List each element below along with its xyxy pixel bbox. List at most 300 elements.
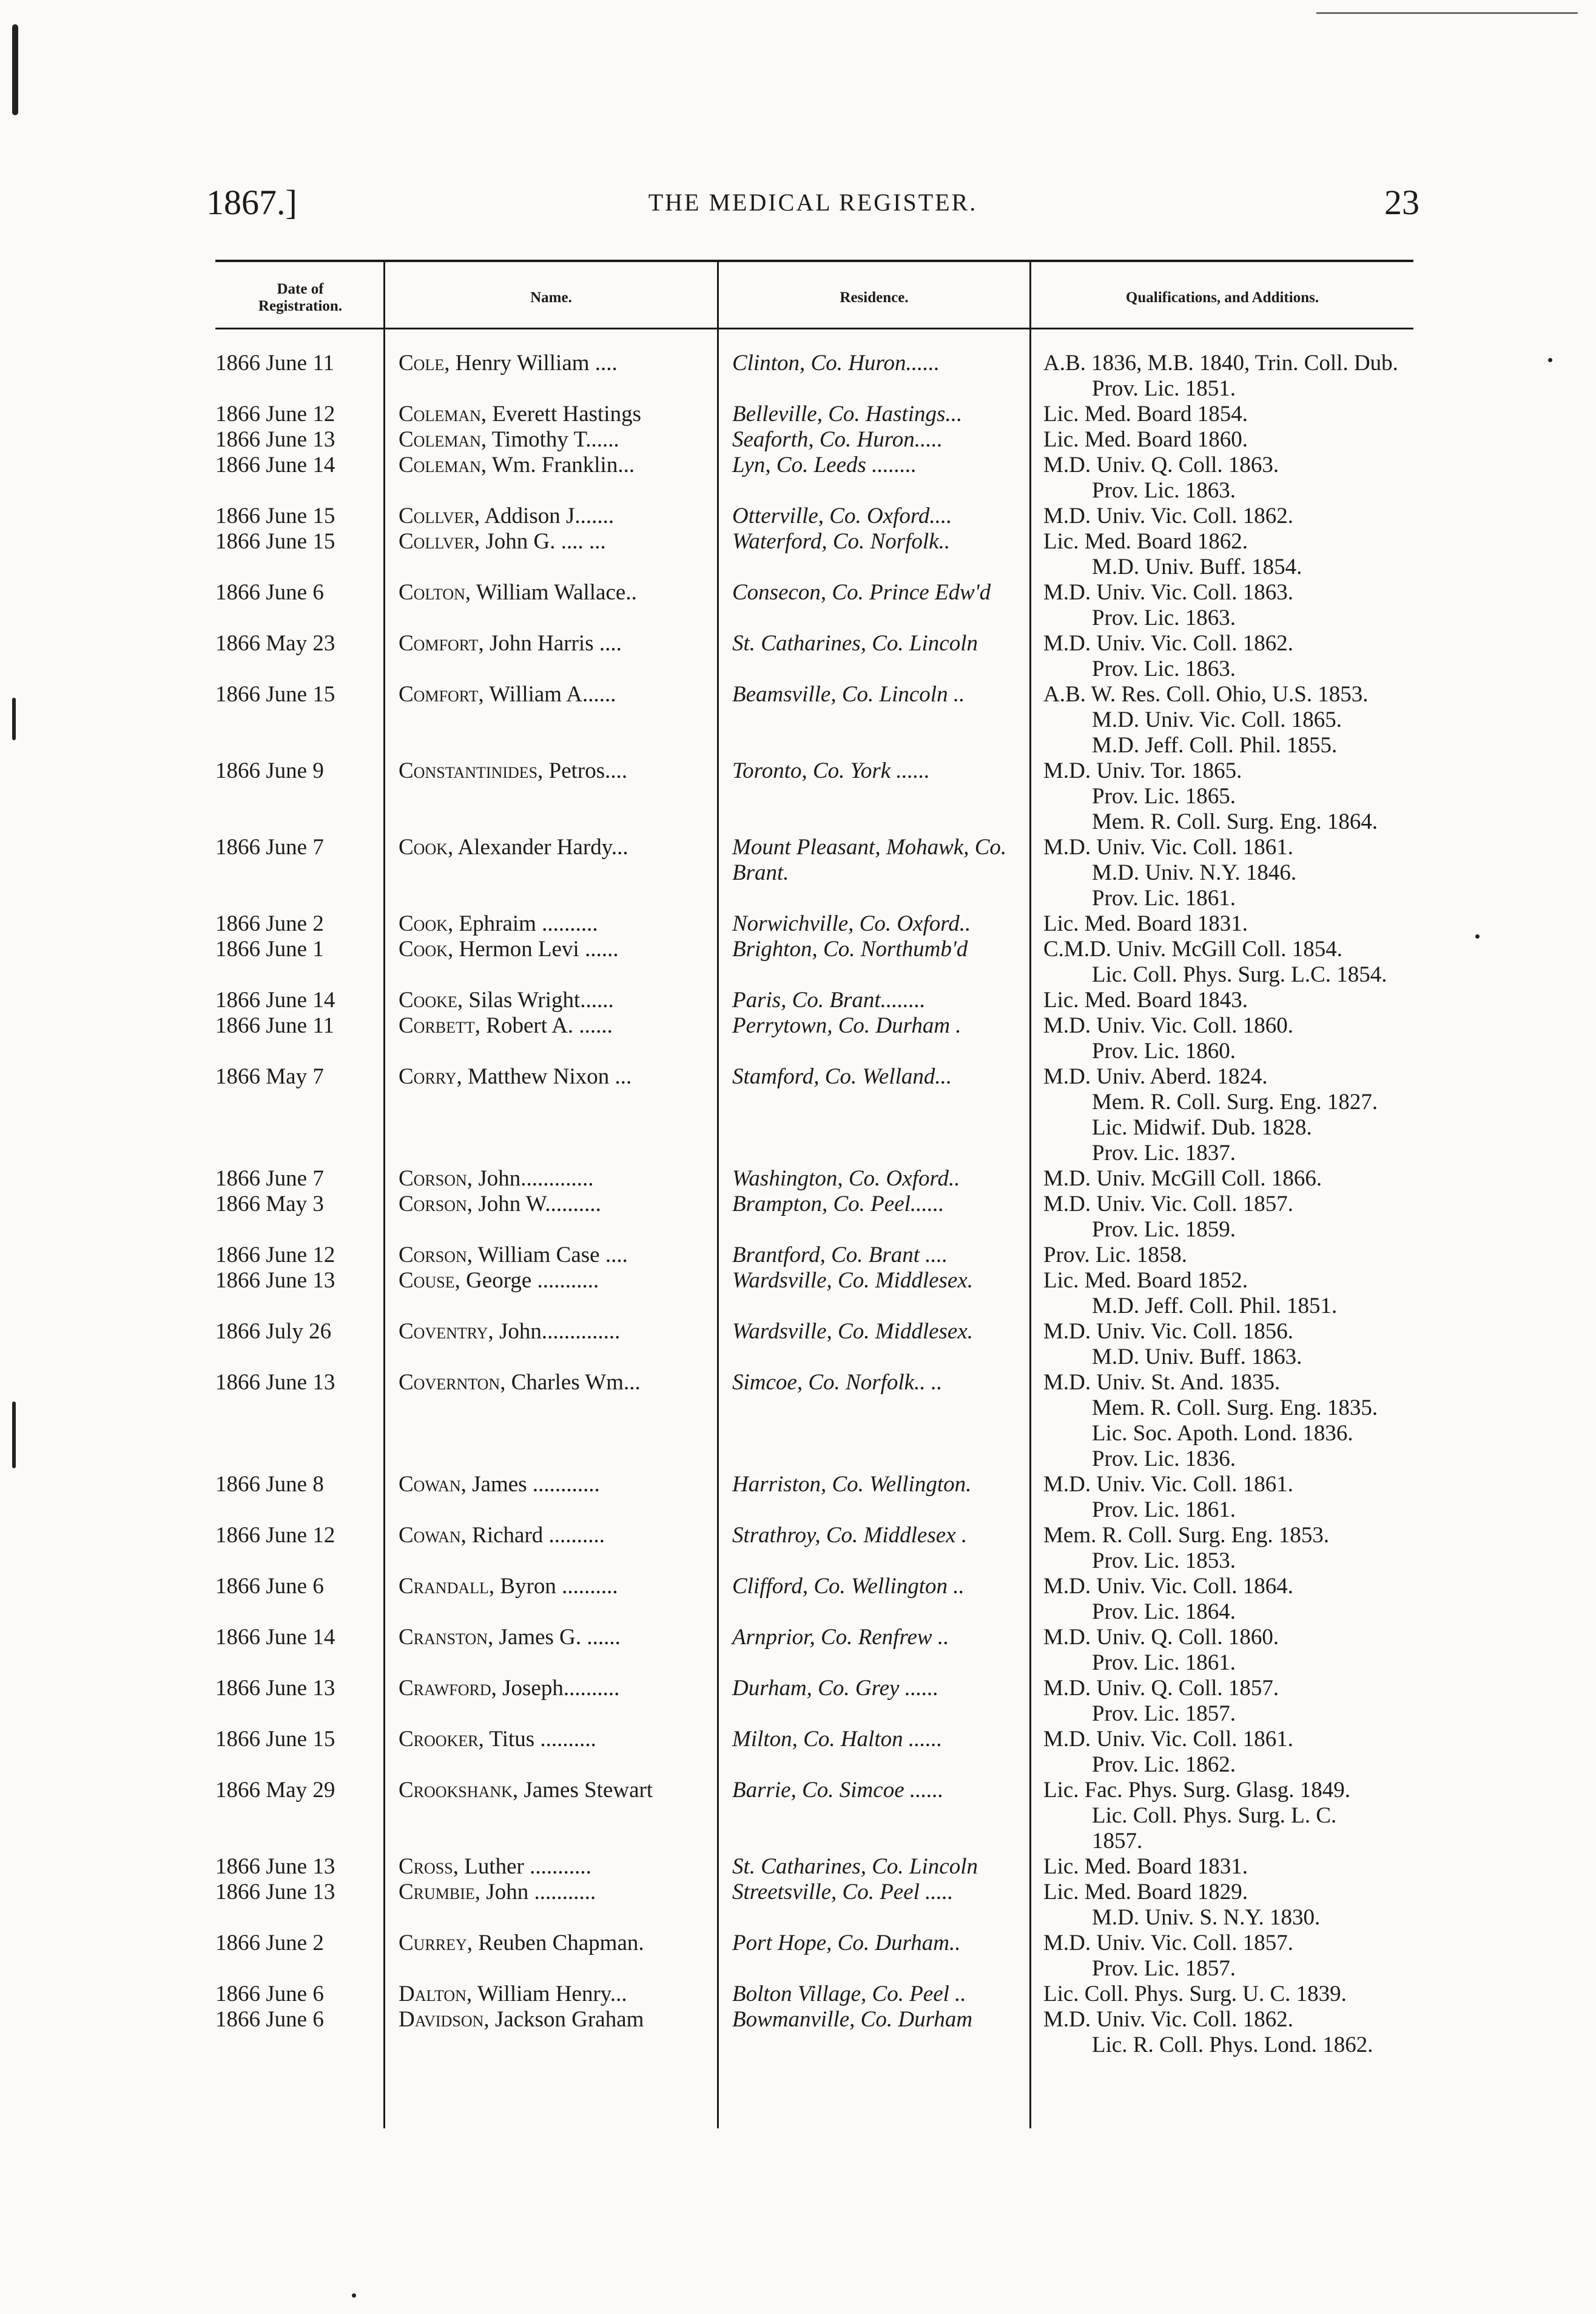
registration-date: 1866 May 3 [215,1192,324,1216]
qualifications [1031,1192,1413,1243]
qualification-line: Lic. Midwif. Dub. 1828. [1092,1115,1312,1140]
residence: Perrytown, Co. Durham . [732,1013,961,1038]
practitioner-name [385,1243,719,1268]
surname: Corson, [399,1192,473,1216]
qualification-line: Lic. Coll. Phys. Surg. L. C. [1092,1803,1337,1828]
qualification-line: Prov. Lic. 1860. [1092,1039,1236,1064]
qualification-line: Lic. Med. Board 1843. [1043,988,1248,1013]
registration-date: 1866 June 2 [215,911,324,936]
registration-date: 1866 June 6 [215,1982,324,2006]
registration-date: 1866 June 13 [215,1854,335,1879]
qualification-line: Prov. Lic. 1865. [1092,784,1236,809]
registration-date: 1866 June 15 [215,1727,335,1752]
qualification-line: M.D. Jeff. Coll. Phil. 1851. [1092,1294,1338,1318]
qualification-line: Prov. Lic. 1859. [1092,1217,1236,1242]
qualifications [1031,351,1413,402]
qualification-line: Lic. R. Coll. Phys. Lond. 1862. [1092,2032,1373,2057]
residence: Clifford, Co. Wellington .. [732,1574,965,1599]
given-names: John ........... [486,1880,596,1904]
table-row [215,504,1413,529]
qualification-line: M.D. Univ. McGill Coll. 1866. [1043,1166,1322,1191]
residence: Waterford, Co. Norfolk.. [732,529,951,554]
registration-date: 1866 June 9 [215,758,324,783]
column-header-name: Name. [530,289,572,306]
residence: Paris, Co. Brant........ [732,988,926,1013]
page-header [206,182,1419,237]
registration-date: 1866 June 12 [215,1523,335,1548]
practitioner-name [385,1982,719,2007]
table-row [215,835,1413,911]
register-rows [215,351,1413,2058]
given-names: Charles Wm... [511,1370,641,1395]
residence: Consecon, Co. Prince Edw'd [732,580,991,605]
surname: Cole, [399,351,450,376]
residence: Toronto, Co. York ...... [732,758,930,783]
qualifications [1031,1625,1413,1676]
practitioner-name [385,2007,719,2058]
practitioner-name [385,1574,719,1625]
table-row [215,351,1413,402]
qualification-line: Lic. Coll. Phys. Surg. U. C. 1839. [1043,1982,1347,2006]
qualifications [1031,988,1413,1013]
given-names: John Harris .... [489,631,622,656]
surname: Collver, [399,504,480,528]
surname: Crawford, [399,1676,497,1701]
given-names: Henry William .... [455,351,618,376]
table-row [215,1268,1413,1319]
registration-date: 1866 June 2 [215,1931,324,1955]
qualification-line: Lic. Med. Board 1831. [1043,1854,1248,1879]
surname: Covernton, [399,1370,506,1395]
registration-date: 1866 June 13 [215,1676,335,1701]
qualifications [1031,1778,1413,1854]
given-names: Everett Hastings [492,402,641,427]
qualification-line: 1857. [1092,1829,1143,1854]
qualifications [1031,427,1413,453]
qualification-line: Prov. Lic. 1837. [1092,1141,1236,1165]
qualification-line: M.D. Univ. Vic. Coll. 1860. [1043,1013,1293,1038]
given-names: Reuben Chapman. [478,1931,644,1955]
qualifications [1031,529,1413,580]
table-row [215,1523,1413,1574]
qualifications [1031,1931,1413,1982]
practitioner-name [385,1370,719,1472]
qualification-line: M.D. Univ. Vic. Coll. 1864. [1043,1574,1293,1599]
qualification-line: Prov. Lic. 1857. [1092,1701,1236,1726]
practitioner-name [385,402,719,427]
qualification-line: Prov. Lic. 1851. [1092,376,1236,401]
registration-date: 1866 June 6 [215,580,324,605]
registration-date: 1866 May 23 [215,631,335,656]
given-names: William Wallace.. [476,580,637,605]
given-names: Alexander Hardy... [457,835,628,860]
surname: Cook, [399,835,454,860]
table-row [215,1319,1413,1370]
practitioner-name [385,1880,719,1931]
qualification-line: A.B. 1836, M.B. 1840, Trin. Coll. Dub. [1043,351,1398,376]
table-row [215,1574,1413,1625]
surname: Cowan, [399,1472,466,1497]
residence: Port Hope, Co. Durham.. [732,1931,961,1955]
registration-date: 1866 May 7 [215,1064,324,1089]
qualification-line: Lic. Med. Board 1862. [1043,529,1248,554]
practitioner-name [385,1013,719,1064]
practitioner-name [385,1727,719,1778]
qualifications [1031,758,1413,835]
qualifications [1031,1676,1413,1727]
residence: Barrie, Co. Simcoe ...... [732,1778,944,1803]
qualification-line: Mem. R. Coll. Surg. Eng. 1835. [1092,1395,1378,1420]
qualification-line: M.D. Jeff. Coll. Phil. 1855. [1092,733,1338,758]
qualification-line: Prov. Lic. 1863. [1092,478,1236,503]
surname: Cooke, [399,988,463,1013]
given-names: James G. ...... [499,1625,621,1650]
header-year: 1867.] [206,183,297,222]
registration-date: 1866 June 13 [215,1370,335,1395]
residence: St. Catharines, Co. Lincoln [732,1854,978,1879]
practitioner-name [385,1676,719,1727]
qualifications [1031,1880,1413,1931]
table-row [215,1243,1413,1268]
practitioner-name [385,1192,719,1243]
given-names: Robert A. ...... [486,1013,613,1038]
registration-date: 1866 June 12 [215,402,335,427]
residence: Otterville, Co. Oxford.... [732,504,952,528]
given-names: Addison J....... [484,504,614,528]
given-names: Timothy T...... [491,427,619,452]
qualifications [1031,504,1413,529]
qualification-line: Prov. Lic. 1858. [1043,1243,1188,1267]
qualification-line: Mem. R. Coll. Surg. Eng. 1864. [1092,809,1378,834]
residence: Clinton, Co. Huron...... [732,351,940,376]
practitioner-name [385,631,719,682]
page-number: 23 [1384,183,1419,222]
given-names: Byron .......... [500,1574,618,1599]
table-row [215,1982,1413,2007]
margin-dot-3 [352,2293,356,2298]
practitioner-name [385,937,719,988]
qualification-line: M.D. Univ. Vic. Coll. 1863. [1043,580,1293,605]
given-names: Hermon Levi ...... [459,937,619,962]
surname: Corbett, [399,1013,481,1038]
qualifications [1031,2007,1413,2058]
table-row [215,453,1413,504]
qualification-line: M.D. Univ. Vic. Coll. 1857. [1043,1192,1293,1216]
residence: Brighton, Co. Northumb'd [732,937,968,962]
surname: Comfort, [399,631,484,656]
residence: Brantford, Co. Brant .... [732,1243,948,1267]
practitioner-name [385,453,719,504]
practitioner-name [385,529,719,580]
registration-date: 1866 June 11 [215,351,334,376]
qualification-line: M.D. Univ. N.Y. 1846. [1092,860,1297,885]
given-names: Wm. Franklin... [491,453,635,477]
qualification-line: M.D. Univ. Buff. 1863. [1092,1344,1302,1369]
practitioner-name [385,1064,719,1166]
practitioner-name [385,351,719,402]
surname: Davidson, [399,2007,490,2032]
qualification-line: Lic. Med. Board 1854. [1043,402,1248,427]
practitioner-name [385,427,719,453]
practitioner-name [385,1472,719,1523]
table-row [215,1625,1413,1676]
residence: Lyn, Co. Leeds ........ [732,453,917,477]
qualifications [1031,1854,1413,1880]
residence: Milton, Co. Halton ...... [732,1727,943,1752]
qualification-line: M.D. Univ. Vic. Coll. 1862. [1043,504,1293,528]
surname: Cook, [399,937,454,962]
practitioner-name [385,580,719,631]
column-header-qualifications: Qualifications, and Additions. [1125,289,1319,306]
qualification-line: Lic. Med. Board 1829. [1043,1880,1248,1904]
residence: Wardsville, Co. Middlesex. [732,1319,974,1344]
residence: Brampton, Co. Peel...... [732,1192,944,1216]
qualification-line: M.D. Univ. Vic. Coll. 1857. [1043,1931,1293,1955]
qualification-line: M.D. Univ. Q. Coll. 1860. [1043,1625,1279,1650]
surname: Crandall, [399,1574,495,1599]
qualification-line: Lic. Fac. Phys. Surg. Glasg. 1849. [1043,1778,1351,1803]
registration-date: 1866 June 11 [215,1013,334,1038]
registration-date: 1866 June 14 [215,1625,335,1650]
qualification-line: C.M.D. Univ. McGill Coll. 1854. [1043,937,1343,962]
qualification-line: M.D. Univ. Vic. Coll. 1861. [1043,1727,1293,1752]
qualification-line: Prov. Lic. 1861. [1092,886,1236,911]
register-table [215,260,1413,2128]
practitioner-name [385,682,719,758]
given-names: William A...... [489,682,616,707]
registration-date: 1866 June 15 [215,504,335,528]
qualification-line: Prov. Lic. 1857. [1092,1956,1236,1981]
qualification-line: Lic. Coll. Phys. Surg. L.C. 1854. [1092,962,1387,987]
practitioner-name [385,835,719,911]
qualification-line: M.D. Univ. Vic. Coll. 1861. [1043,835,1293,860]
qualification-line: M.D. Univ. Tor. 1865. [1043,758,1242,783]
registration-date: 1866 July 26 [215,1319,332,1344]
qualification-line: M.D. Univ. Vic. Coll. 1862. [1043,631,1293,656]
registration-date: 1866 June 13 [215,1880,335,1904]
table-row [215,2007,1413,2058]
given-names: Luther ........... [464,1854,591,1879]
surname: Corson, [399,1243,473,1267]
given-names: Joseph.......... [502,1676,620,1701]
given-names: John G. .... ... [485,529,606,554]
column-header-date: Date of Registration. [258,281,343,314]
registration-date: 1866 May 29 [215,1778,335,1803]
residence: Streetsville, Co. Peel ..... [732,1880,954,1904]
given-names: William Case .... [477,1243,628,1267]
surname: Coventry, [399,1319,494,1344]
residence: Beamsville, Co. Lincoln .. [732,682,965,707]
qualifications [1031,1268,1413,1319]
table-top-rule [215,260,1413,262]
given-names: Silas Wright...... [468,988,614,1013]
registration-date: 1866 June 8 [215,1472,324,1497]
qualification-line: M.D. Univ. Vic. Coll. 1862. [1043,2007,1293,2032]
given-names: John............. [478,1166,594,1191]
table-row [215,1013,1413,1064]
practitioner-name [385,504,719,529]
given-names: John.............. [499,1319,621,1344]
qualification-line: M.D. Univ. Vic. Coll. 1856. [1043,1319,1293,1344]
qualifications [1031,1982,1413,2007]
practitioner-name [385,1166,719,1192]
surname: Collver, [399,529,480,554]
table-row [215,1166,1413,1192]
registration-date: 1866 June 15 [215,682,335,707]
table-row [215,937,1413,988]
qualifications [1031,580,1413,631]
qualifications [1031,631,1413,682]
registration-date: 1866 June 14 [215,453,335,477]
surname: Crooker, [399,1727,484,1752]
table-row [215,1370,1413,1472]
surname: Cross, [399,1854,459,1879]
table-row [215,580,1413,631]
practitioner-name [385,1268,719,1319]
table-header-rule [215,328,1413,329]
qualification-line: M.D. Univ. S. N.Y. 1830. [1092,1905,1321,1930]
table-row [215,682,1413,758]
qualifications [1031,1523,1413,1574]
margin-mark-top [12,24,18,115]
table-row [215,1854,1413,1880]
given-names: Petros.... [548,758,628,783]
qualifications [1031,1574,1413,1625]
practitioner-name [385,988,719,1013]
column-header-residence: Residence. [840,289,909,306]
qualifications [1031,1370,1413,1472]
practitioner-name [385,911,719,937]
surname: Corry, [399,1064,462,1089]
residence: Durham, Co. Grey ...... [732,1676,939,1701]
given-names: William Henry... [477,1982,627,2006]
registration-date: 1866 June 7 [215,1166,324,1191]
given-names: John W.......... [478,1192,601,1216]
table-row [215,1727,1413,1778]
qualification-line: M.D. Univ. St. And. 1835. [1043,1370,1281,1395]
surname: Dalton, [399,1982,473,2006]
page-title: THE MEDICAL REGISTER. [648,189,978,216]
qualifications [1031,1243,1413,1268]
qualifications [1031,453,1413,504]
qualifications [1031,911,1413,937]
given-names: George ........... [466,1268,599,1293]
qualification-line: Prov. Lic. 1862. [1092,1752,1236,1777]
qualifications [1031,1166,1413,1192]
registration-date: 1866 June 14 [215,988,335,1013]
qualifications [1031,937,1413,988]
surname: Crumbie, [399,1880,481,1904]
margin-dot-2 [1475,934,1480,939]
practitioner-name [385,1319,719,1370]
table-row [215,1778,1413,1854]
qualification-line: A.B. W. Res. Coll. Ohio, U.S. 1853. [1043,682,1369,707]
residence: Norwichville, Co. Oxford.. [732,911,971,936]
qualification-line: Lic. Med. Board 1831. [1043,911,1248,936]
table-row [215,1192,1413,1243]
surname: Cowan, [399,1523,466,1548]
surname: Currey, [399,1931,473,1955]
residence: Bowmanville, Co. Durham [732,2007,973,2032]
qualification-line: Mem. R. Coll. Surg. Eng. 1827. [1092,1090,1378,1115]
qualification-line: M.D. Univ. Q. Coll. 1863. [1043,453,1279,477]
qualifications [1031,402,1413,427]
residence: Strathroy, Co. Middlesex . [732,1523,968,1548]
table-row [215,402,1413,427]
qualification-line: Prov. Lic. 1861. [1092,1497,1236,1522]
given-names: Jackson Graham [494,2007,644,2032]
table-row [215,988,1413,1013]
qualifications [1031,1472,1413,1523]
qualification-line: M.D. Univ. Buff. 1854. [1092,555,1302,579]
residence: Mount Pleasant, Mohawk, Co. Brant. [732,835,1007,885]
given-names: Ephraim .......... [459,911,598,936]
table-row [215,631,1413,682]
practitioner-name [385,1625,719,1676]
practitioner-name [385,758,719,835]
given-names: Richard .......... [472,1523,605,1548]
given-names: Titus .......... [489,1727,596,1752]
qualification-line: Mem. R. Coll. Surg. Eng. 1853. [1043,1523,1330,1548]
qualifications [1031,682,1413,758]
residence: Seaforth, Co. Huron..... [732,427,943,452]
surname: Comfort, [399,682,484,707]
qualifications [1031,1013,1413,1064]
qualification-line: Lic. Med. Board 1852. [1043,1268,1248,1293]
qualification-line: Prov. Lic. 1861. [1092,1650,1236,1675]
table-row [215,1880,1413,1931]
practitioner-name [385,1931,719,1982]
registration-date: 1866 June 6 [215,1574,324,1599]
residence: Belleville, Co. Hastings... [732,402,963,427]
qualification-line: Lic. Soc. Apoth. Lond. 1836. [1092,1421,1353,1446]
surname: Coleman, [399,453,487,477]
qualification-line: M.D. Univ. Aberd. 1824. [1043,1064,1268,1089]
practitioner-name [385,1854,719,1880]
residence: Washington, Co. Oxford.. [732,1166,960,1191]
margin-dot-1 [1548,358,1552,362]
margin-mark-lower [12,1402,16,1468]
qualification-line: M.D. Univ. Vic. Coll. 1865. [1092,707,1342,732]
practitioner-name [385,1523,719,1574]
residence: St. Catharines, Co. Lincoln [732,631,978,656]
qualifications [1031,835,1413,911]
surname: Cook, [399,911,454,936]
qualification-line: Prov. Lic. 1863. [1092,656,1236,681]
top-rule [1316,12,1578,14]
surname: Cranston, [399,1625,494,1650]
surname: Corson, [399,1166,473,1191]
qualification-line: Prov. Lic. 1853. [1092,1548,1236,1573]
residence: Arnprior, Co. Renfrew .. [732,1625,949,1650]
qualifications [1031,1727,1413,1778]
residence: Simcoe, Co. Norfolk.. .. [732,1370,943,1395]
qualification-line: Lic. Med. Board 1860. [1043,427,1248,452]
qualification-line: Prov. Lic. 1864. [1092,1599,1236,1624]
registration-date: 1866 June 13 [215,427,335,452]
qualification-line: Prov. Lic. 1863. [1092,605,1236,630]
table-row [215,427,1413,453]
table-row [215,1472,1413,1523]
registration-date: 1866 June 7 [215,835,324,860]
registration-date: 1866 June 15 [215,529,335,554]
table-row [215,1931,1413,1982]
given-names: James Stewart [524,1778,653,1803]
table-row [215,1676,1413,1727]
surname: Coleman, [399,402,487,427]
table-row [215,911,1413,937]
qualification-line: M.D. Univ. Q. Coll. 1857. [1043,1676,1279,1701]
